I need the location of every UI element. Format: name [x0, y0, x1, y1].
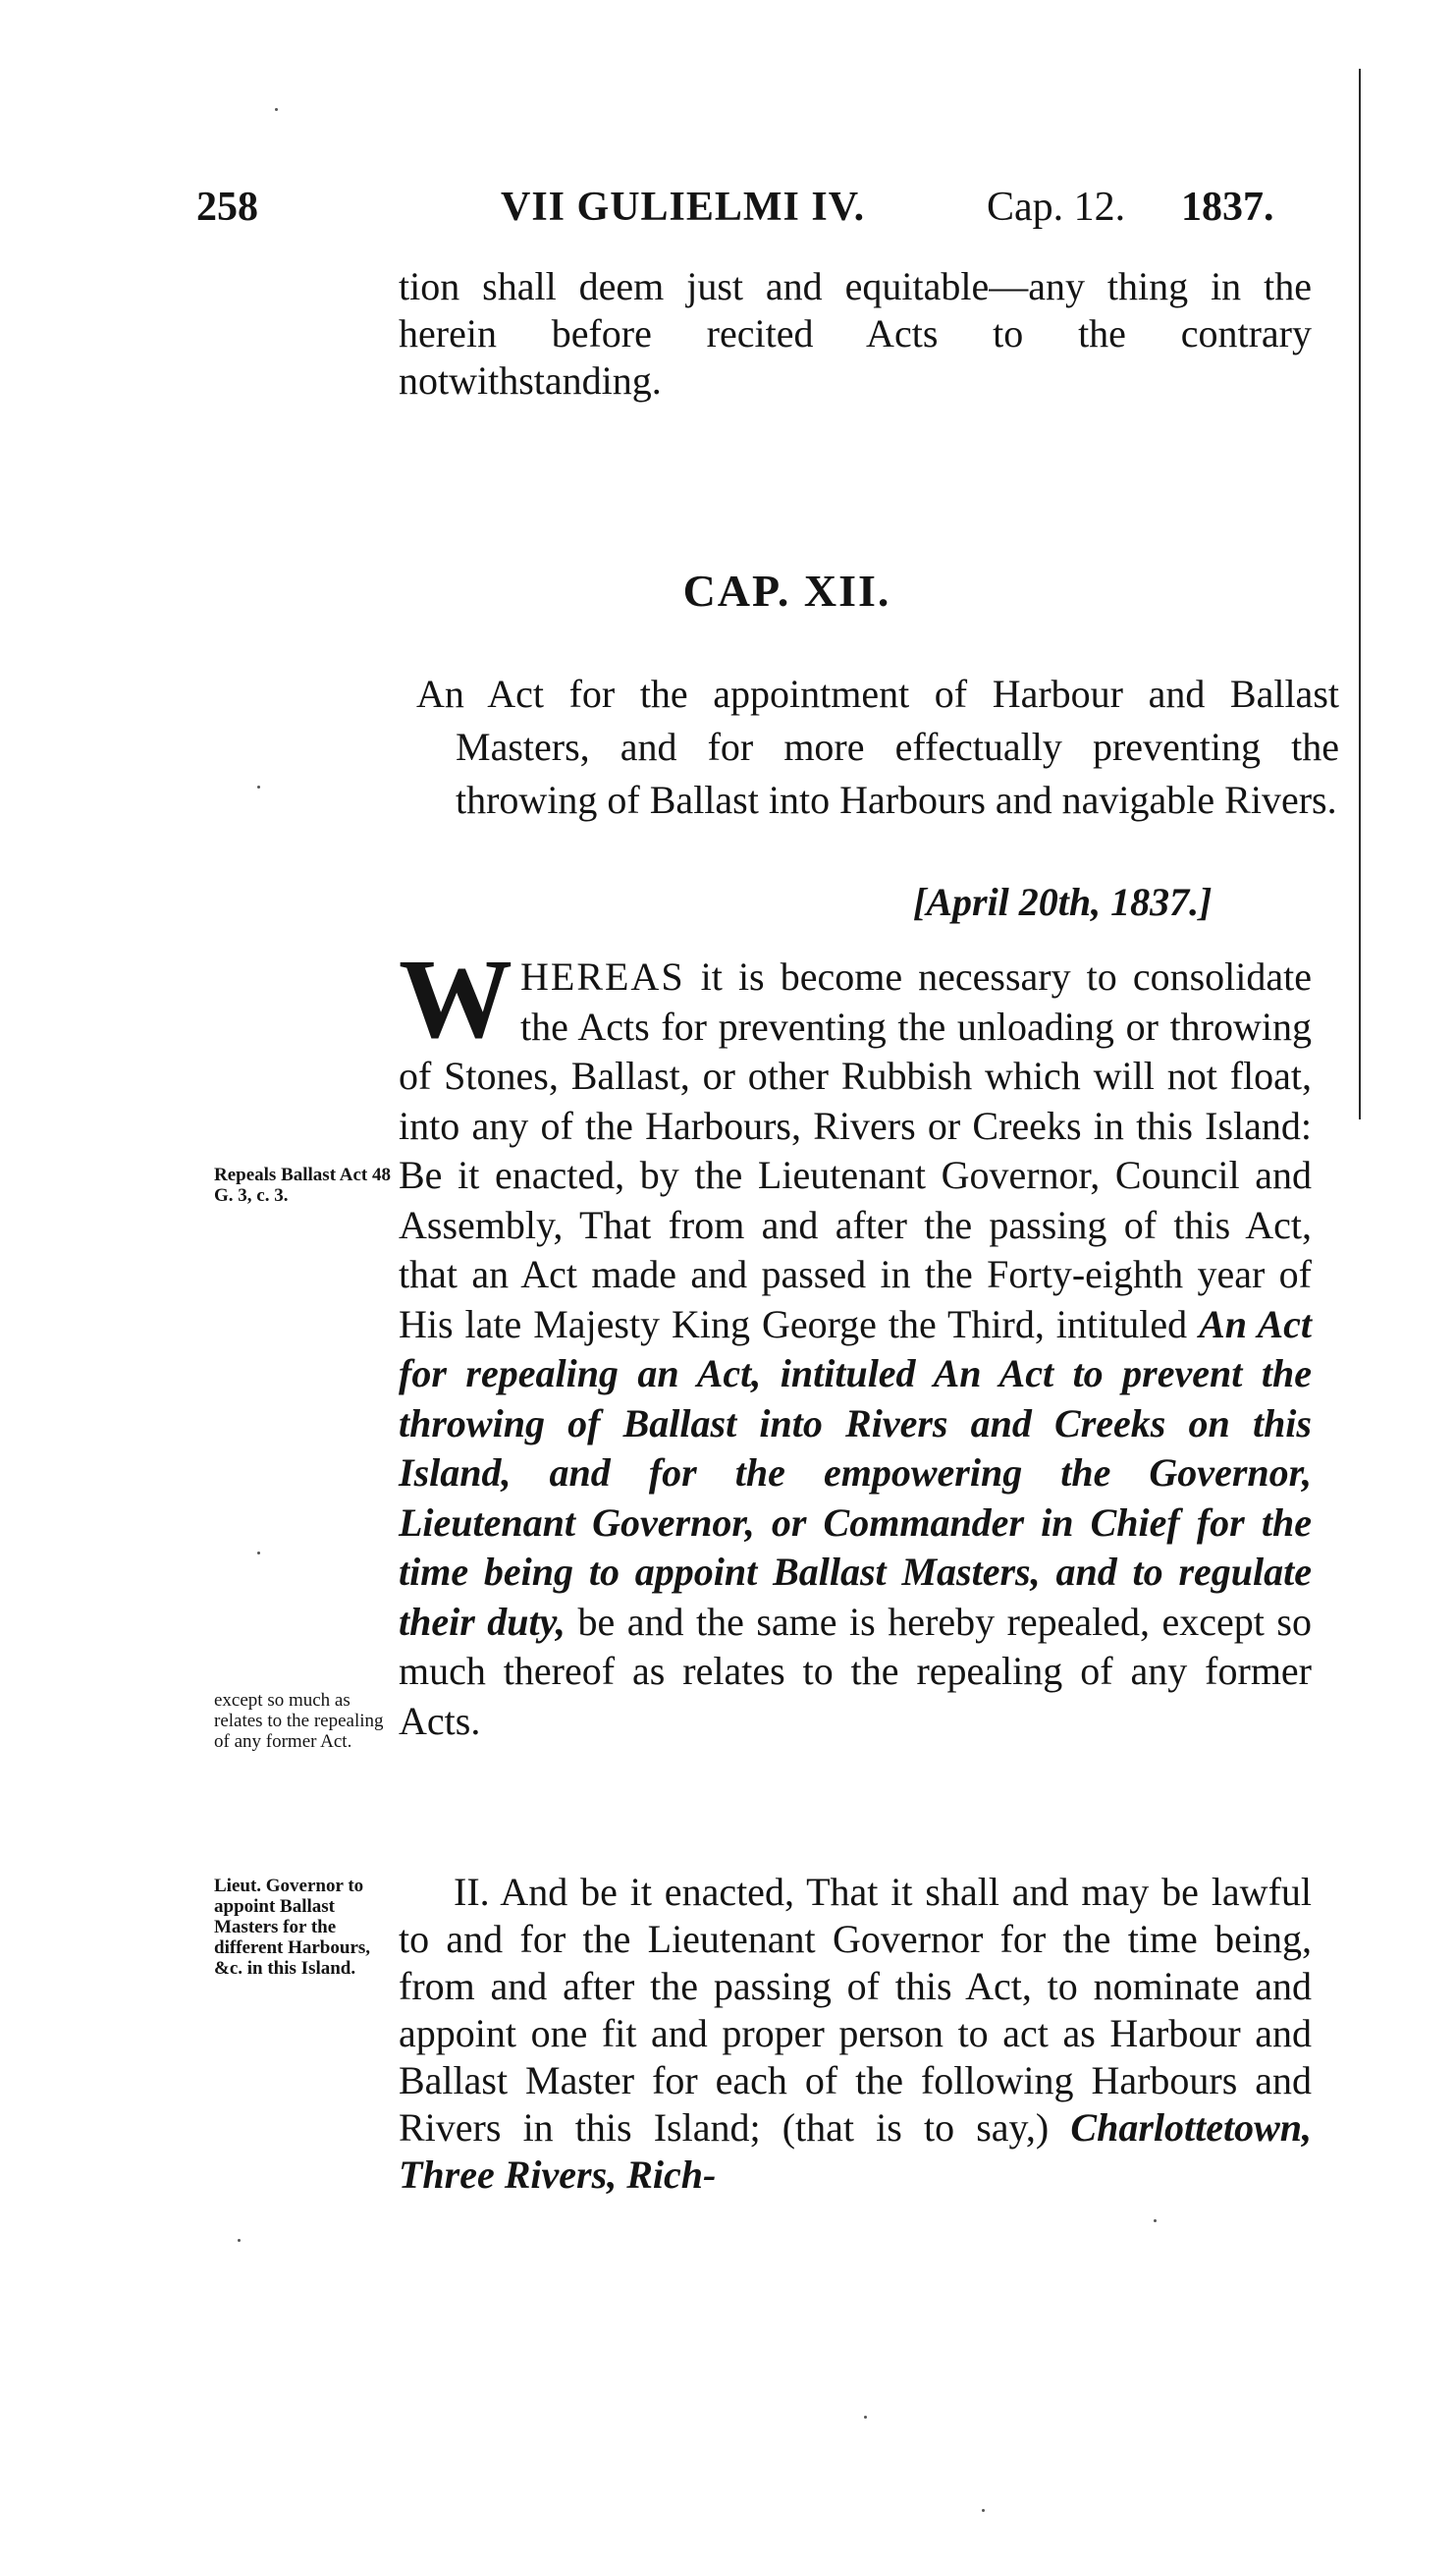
- scan-speck: [238, 2239, 241, 2242]
- page-number: 258: [196, 185, 258, 230]
- section-two-text: II. And be it enacted, That it shall and may be lawful to and for the Lieutenant Governor for the time being, from and after the passing of this Act, to nominate and appoint one fit and proper person to act as Harbour and Ballast Master for each of the following Harbours and Rivers in this Island; (that is to say,): [399, 1870, 1312, 2150]
- act-date: [April 20th, 1837.]: [913, 880, 1213, 924]
- repealed-act-name: An Act for repealing an Act, intituled An Act to prevent the throwing of Ballast into Rivers and Creeks on this Island, and for the empowering the Governor, Lieutenant Governor, or Commander in Chief for the time being to appoint Ballast Masters, and to regulate their duty,: [399, 1301, 1312, 1644]
- header-year: 1837.: [1181, 185, 1274, 230]
- margin-note-exception: except so much as relates to the repealing of any former Act.: [214, 1690, 384, 1752]
- section-two-paragraph: [399, 1869, 1312, 2199]
- scan-speck: [982, 2509, 985, 2512]
- continuation-paragraph: tion shall deem just and equitable—any thing in the herein before recited Acts to the contrary notwithstanding.: [399, 264, 1312, 403]
- running-header: [196, 183, 1276, 232]
- scan-speck: [864, 2416, 867, 2419]
- chapter-heading: CAP. XII.: [682, 566, 891, 616]
- scan-speck: [1154, 2219, 1157, 2222]
- scan-speck: [275, 108, 278, 111]
- reign-heading: VII GULIELMI IV.: [501, 185, 866, 230]
- scan-speck: [257, 1552, 260, 1554]
- preamble-text: it is become necessary to consolidate the Acts for preventing the unloading or throwing of Stones, Ballast, or other Rubbish which will not float, into any of the Harbours, Rivers or Creeks in this Island: Be it enacted, by the Lieutenant Governor, Council and Assembly, That from and after the passing of this Act, that an Act made and passed in the Forty-eighth year of His late Majesty King George the Third, intituled: [399, 954, 1313, 1346]
- drop-cap: W: [399, 937, 512, 1063]
- chapter-reference: Cap. 12.: [987, 185, 1126, 230]
- margin-note-appointment: Lieut. Governor to appoint Ballast Masters for the different Harbours, &c. in this Island.: [214, 1876, 371, 1979]
- margin-note-repeal: Repeals Ballast Act 48 G. 3, c. 3.: [214, 1165, 391, 1206]
- harbour-place-names: Charlottetown, Three Rivers, Rich-: [399, 2105, 1313, 2197]
- scan-speck: [257, 786, 260, 789]
- preamble-conclusion: be and the same is hereby repealed, except so much thereof as relates to the repealing of any former Acts.: [399, 1599, 1313, 1743]
- preamble-paragraph: [399, 937, 1313, 1746]
- preamble-opening-caps: HEREAS: [520, 954, 685, 999]
- act-title: An Act for the appointment of Harbour and Ballast Masters, and for more effectually preventing the throwing of Ballast into Harbours and navigable Rivers.: [416, 672, 1339, 822]
